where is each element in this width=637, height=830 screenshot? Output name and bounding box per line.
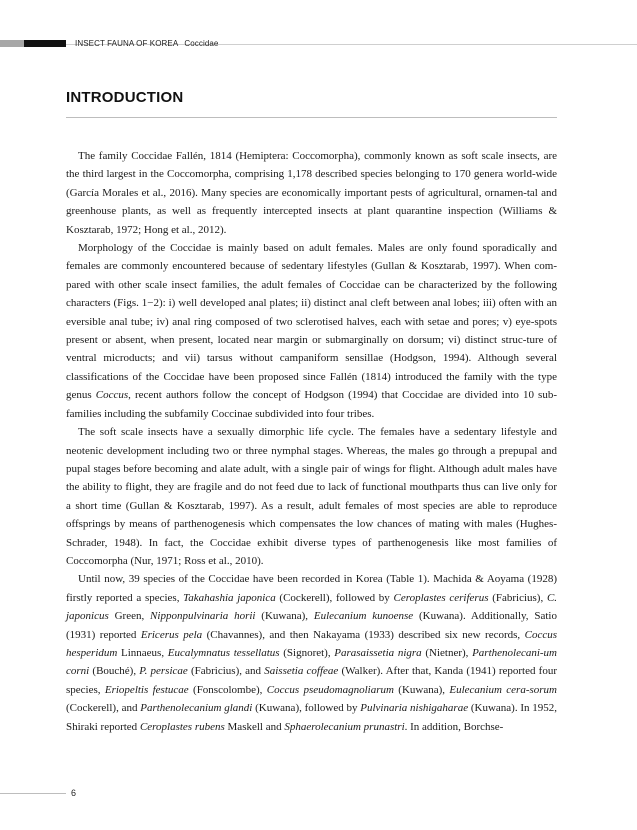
text-run: (Fabricius), and bbox=[187, 665, 265, 678]
text-run: Until now, 39 species of the Coccidae have been recorded in Korea (Table 1). Machida & Aoyama (1928) firstly reported a species, bbox=[66, 573, 557, 604]
body-text bbox=[66, 147, 557, 736]
text-run: . In addition, Borchse- bbox=[404, 720, 504, 733]
text-run: Morphology of the Coccidae is mainly based on adult females. Males are only found sporadically and females are commonly encountered because of sedentary lifestyles (Gullan & Kosztarab, 1997). When com-pared with other scale insect families, the adult females of Coccidae can be characterized by the following characters (Figs. 1−2): i) well developed anal plates; ii) distinct anal cleft between anal lobes; iii) often with an eversible anal tube; iv) anal ring composed of two sclerotised halves, each with setae and pores; v) eye-spots present or absent, when present, located near margin or submarginally on dorsum; vi) distinct struc-ture of ventral microducts; and vii) tarsus without campaniform sensillae (Hodgson, 1994). Although several classifications of the Coccidae have been proposed since Fallén (1814) introduced the family with the type genus bbox=[66, 242, 557, 402]
footer-rule bbox=[0, 793, 66, 794]
header-bar-black bbox=[24, 40, 66, 47]
taxon-name: Coccus hesperidum bbox=[66, 628, 557, 659]
taxon-name: Coccus bbox=[95, 389, 129, 402]
title-rule bbox=[66, 117, 557, 118]
text-run: (Kuwana), bbox=[255, 610, 314, 623]
paragraph bbox=[66, 570, 557, 736]
text-run: (Kuwana). Additionally, Satio (1931) reported bbox=[66, 610, 557, 641]
text-run: Green, bbox=[108, 610, 151, 623]
taxon-name: Parthenolecanium glandi bbox=[140, 702, 253, 715]
running-header bbox=[75, 39, 218, 48]
taxon-name: Ceroplastes rubens bbox=[139, 720, 225, 733]
text-run: Maskell and bbox=[224, 720, 285, 733]
taxon-name: Coccus pseudomagnoliarum bbox=[266, 683, 394, 696]
text-run: (Fonscolombe), bbox=[188, 683, 267, 696]
paragraph bbox=[66, 239, 557, 423]
paragraph bbox=[66, 147, 557, 239]
text-run: (Cockerell), followed by bbox=[275, 591, 394, 604]
taxon-name: Sphaerolecanium prunastri bbox=[284, 720, 405, 733]
text-run: (Kuwana), bbox=[393, 683, 450, 696]
taxon-name: C. japonicus bbox=[66, 591, 558, 623]
taxon-name: Ericerus pela bbox=[140, 628, 203, 641]
text-run: (Chavannes), and then Nakayama (1933) described six new records, bbox=[202, 628, 525, 641]
taxon-name: Parasaissetia nigra bbox=[334, 646, 422, 659]
text-run: (Nietner), bbox=[421, 646, 473, 659]
text-run: (Walker). After that, Kanda (1941) reported four species, bbox=[66, 665, 557, 696]
header-bar-gray bbox=[0, 40, 24, 47]
running-title: INSECT FAUNA OF KOREA bbox=[75, 39, 179, 48]
taxon-name: Pulvinaria nishigaharae bbox=[360, 702, 469, 715]
text-run: (Fabricius), bbox=[488, 591, 547, 604]
taxon-name: Nipponpulvinaria horii bbox=[150, 610, 256, 623]
text-run: Linnaeus, bbox=[117, 646, 168, 659]
text-run: (Kuwana), followed by bbox=[252, 702, 361, 715]
section-title: INTRODUCTION bbox=[66, 89, 184, 106]
text-run: The soft scale insects have a sexually dimorphic life cycle. The females have a sedentary lifestyle and neotenic development including two or three nymphal stages. Whereas, the males go through a prepupal and pupal stages before becoming and alate adult, with a single pair of wings for flight. Although adult males have the ability to flight, they are fragile and do not feed due to lack of functional mouthparts thus can live only for a short time (Gullan & Kosztarab, 1997). As a result, adult females of most species are able to reproduce offsprings by means of parthenogenesis which compensates the low chances of mating with males (Hughes-Schrader, 1948). In fact, the Coccidae exhibit diverse types of parthenogenesis like most families of Coccomorpha (Nur, 1971; Ross et al., 2010). bbox=[66, 426, 557, 567]
taxon-name: P. persicae bbox=[139, 665, 188, 678]
taxon-name: Takahashia japonica bbox=[183, 591, 276, 604]
taxon-name: Eucalymnatus tessellatus bbox=[167, 646, 280, 659]
text-run: The family Coccidae Fallén, 1814 (Hemiptera: Coccomorpha), commonly known as soft scale insects, are the third largest in the Coccomorpha, comprising 1,178 described species belonging to 170 genera world-wide (García Morales et al., 2016). Many species are economically important pests of agricultural, ornamen-tal and greenhouse plants, as well as frequently intercepted insects at plant quarantine inspection (Williams & Kosztarab, 1972; Hong et al., 2012). bbox=[66, 150, 557, 236]
taxon-name: Ceroplastes ceriferus bbox=[393, 591, 489, 604]
taxon-name: Eulecanium cera-sorum bbox=[449, 683, 558, 696]
taxon-name: Parthenolecani-um corni bbox=[66, 646, 558, 678]
taxon-name: Saissetia coffeae bbox=[264, 665, 339, 678]
text-run: , recent authors follow the concept of Hodgson (1994) that Coccidae are divided into 10 sub-families including the subfamily Coccinae subdivided into four tribes. bbox=[66, 389, 558, 420]
text-run: (Kuwana). In 1952, Shiraki reported bbox=[66, 702, 558, 733]
text-run: (Cockerell), and bbox=[66, 702, 141, 715]
taxon-name: Eriopeltis festucae bbox=[104, 683, 189, 696]
text-run: (Bouché), bbox=[89, 665, 140, 678]
running-section: Coccidae bbox=[184, 39, 219, 48]
taxon-name: Eulecanium kunoense bbox=[313, 610, 414, 623]
paragraph bbox=[66, 423, 557, 570]
text-run: (Signoret), bbox=[279, 646, 335, 659]
page-number: 6 bbox=[71, 788, 77, 798]
